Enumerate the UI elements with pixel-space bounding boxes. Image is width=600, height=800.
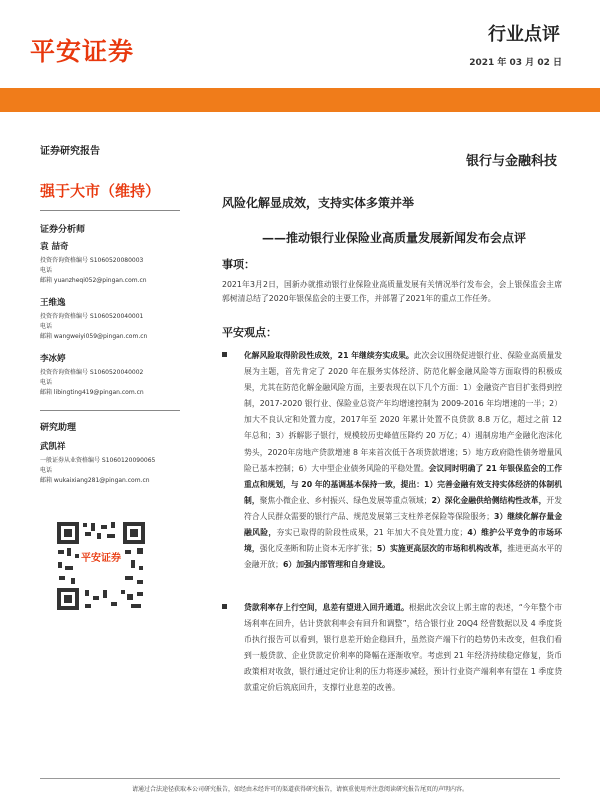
rating-label: 强于大市（维持） [40,182,161,200]
analyst-card [40,352,185,398]
viewpoint-body: 推进更高水平的金融开放； [244,544,563,570]
assistant-name: 武凯祥 [40,442,66,452]
report-date: 2021 年 03 月 02 日 [469,58,562,68]
viewpoint-body: 根据此次会议上郭主席的表述，“今年整个市场利率在回升，估计贷款利率会有回升和调整”，结合银行业 20Q4 经营数据以及 4 季度货币执行报告可以看到，银行息差开始企稳回升，虽然资产端下行的趋势仍未改变，但我们看到一般贷款、企业贷款定价利率的降幅在逐渐收窄。考虑到 21 年经济持续稳定修复，货币政策相对收敛，银行通过定价让利的压力将逐步减轻，预计行业资产端利率有望在 1 季度贷款重定价后筑底回升，支撑行业息差的改善。 [244,603,562,693]
viewpoint-lead: 3）继续化解存量金融风险， [244,511,562,538]
analyst-name: 李冰婷 [40,354,66,364]
analyst-email: 邮箱 yuanzheqi052@pingan.com.cn [40,277,147,284]
analyst-phone: 电话 [40,267,53,274]
event-text: 2021年3月2日，国新办就推动银行业保险业高质量发展有关情况举行发布会，会上银保监会主席郭树清总结了2020年银保监会的主要工作，并部署了2021年的重点工作任务。 [222,280,562,303]
analyst-card [40,240,185,286]
viewpoint-lead: 贷款利率存上行空间，息差有望进入回升通道。 [244,603,409,612]
analyst-license: 投资咨询资格编号 S1060520080003 [40,257,144,264]
company-logo: 平安证券 [30,37,135,66]
view-title: 平安观点： [222,326,277,339]
sidebar-divider [40,410,180,411]
qr-brand-text: 平安证券 [81,553,121,564]
bullet-icon [222,352,227,357]
analyst-card [40,296,185,342]
analysts-heading: 证券分析师 [40,225,86,235]
analyst-phone: 电话 [40,379,53,386]
viewpoint-lead: 6）加强内部管理和自身建设。 [282,560,390,570]
assistant-heading: 研究助理 [40,423,77,433]
header-band [0,88,600,112]
event-title: 事项： [222,258,255,271]
assistant-email: 邮箱 wukaixiang281@pingan.com.cn [40,477,150,484]
viewpoint-lead: 5）实施更高层次的市场和机构改革， [376,544,508,554]
analyst-license: 投资咨询资格编号 S1060520040001 [40,313,144,320]
bullet-icon [222,604,227,609]
viewpoint-lead: 4）维护公平竞争的市场环境， [244,528,562,554]
viewpoint-lead: 化解风险取得阶段性成效，21 年继续夯实成果。 [244,351,414,360]
assistant-license: 一般证券从业资格编号 S1060120090065 [40,457,156,464]
sidebar-divider [40,210,180,211]
analyst-name: 王维逸 [40,298,66,308]
assistant-phone: 电话 [40,467,53,474]
report-type-label: 证券研究报告 [40,146,100,157]
viewpoint-item [222,348,562,573]
viewpoint-body: 夯实已取得的阶段性成果，21 年加大不良处置力度； [276,528,468,538]
analyst-license: 投资咨询资格编号 S1060520040002 [40,369,144,376]
report-subheadline: ——推动银行业保险业高质量发展新闻发布会点评 [262,231,527,245]
footer-disclaimer: 请通过合法途径获取本公司研究报告，如经由未经许可的渠道获得研究报告，请慎重使用并注意阅读研究报告尾页的声明内容。 [131,786,468,793]
assistant-card [40,440,185,486]
footer-divider [40,778,560,779]
report-headline: 风险化解显成效，支持实体多策并举 [222,196,415,210]
qr-code-graphic [55,520,147,612]
viewpoint-text [244,348,562,573]
viewpoint-body: 聚焦小微企业、乡村振兴、绿色发展等重点领域； [259,495,432,505]
analyst-email: 邮箱 wangweiyi059@pingan.com.cn [40,333,148,340]
analyst-phone: 电话 [40,323,53,330]
document-type: 行业点评 [488,24,560,45]
qr-code [55,520,147,612]
viewpoint-item [222,600,562,697]
analyst-email: 邮箱 libingting419@pingan.com.cn [40,389,144,396]
viewpoint-lead: 2）深化金融供给侧结构性改革， [431,495,547,505]
analyst-name: 袁 喆奇 [40,242,69,252]
viewpoint-body: 开发符合人民群众需要的银行产品、规范发展第三支柱养老保险等保险服务； [244,495,563,521]
viewpoint-body: 强化反垄断和防止资本无序扩张； [259,544,377,554]
viewpoint-body: 此次会议围绕促进银行业、保险业高质量发展为主题，首先肯定了 2020 年在服务实体经济、防范化解金融风险等方面取得的积极成果，尤其在防范化解金融风险方面，主要表现在以下几个方面：1）金融资产盲目扩张得到控制，2017-2020 银行业、保险业总资产年均增速控制为 2009-2016 年均增速的一半；2）加大不良认定和处置力度，2017年至 2020 年累计处置不良贷款 8.8 万亿，超过之前 12 年总和；3）拆解影子银行，规模较历史峰值压降约 20 万亿；4）遏制房地产金融化泡沫化势头，2020年房地产贷款增速 8 年来首次低于各项贷款增速；5）地方政府隐性债务增量风险已基本控制；6）大中型企业债务风险的平稳处置。 [244,351,563,473]
sector-label: 银行与金融科技 [465,154,557,169]
viewpoint-text [244,600,562,697]
viewpoint-lead: 会议同时明确了 21 年银保监会的工作重点和规划，与 20 年的基调基本保持一致，提出：1）完善金融有效支持实体经济的体制机制， [244,463,562,505]
